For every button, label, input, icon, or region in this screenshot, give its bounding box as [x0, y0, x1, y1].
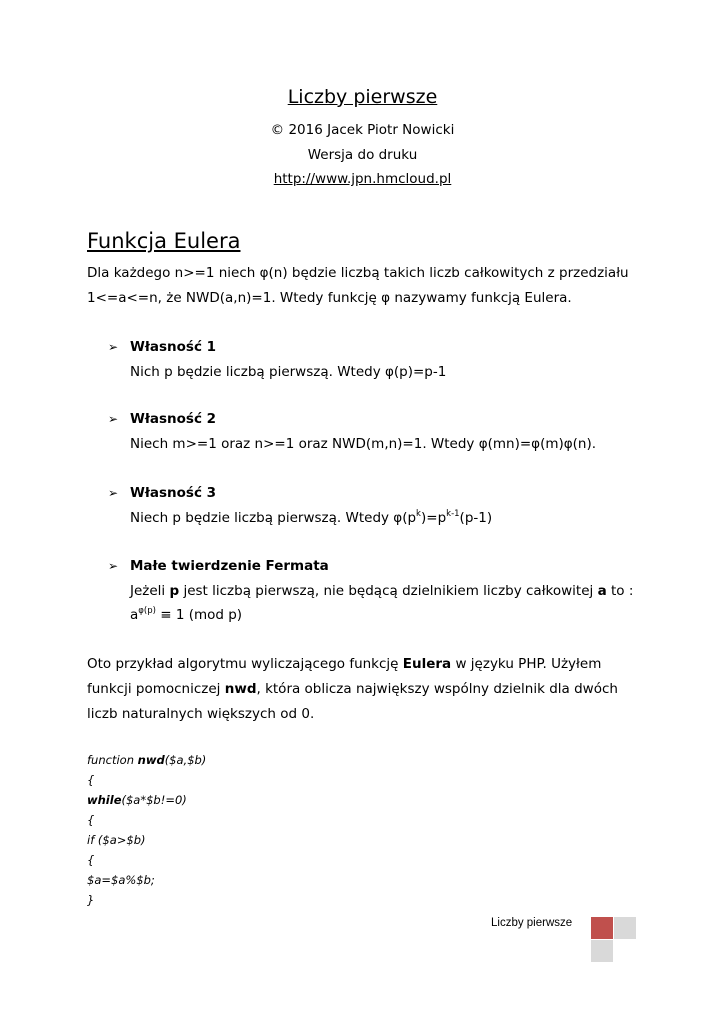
footer-label: Liczby pierwsze [491, 917, 573, 929]
footer-square-red [591, 917, 613, 939]
exponent: φ(p) [138, 606, 156, 616]
intro-line-1: Dla każdego n>=1 niech φ(n) będzie liczbą takich liczb całkowitych z przedziału [87, 265, 629, 281]
property-2-title: Własność 2 [130, 411, 217, 427]
bullet-arrow-icon: ➢ [108, 340, 119, 354]
property-1-title: Własność 1 [130, 339, 217, 355]
code-line-8: } [87, 893, 95, 907]
footer-square-gray [591, 940, 613, 962]
url-line [0, 171, 725, 187]
property-3-text: Niech p będzie liczbą pierwszą. Wtedy $\varphi(p^k)=p^{k-1}(p-1)$ [130, 509, 493, 526]
code-line-7: $a=$a%$b; [87, 873, 155, 887]
paragraph-line-3: liczb naturalnych większych od 0. [87, 706, 315, 722]
intro-line-2: 1<=a<=n, że NWD(a,n)=1. Wtedy funkcję φ nazywamy funkcją Eulera. [87, 290, 572, 306]
property-2-text: Niech m>=1 oraz n>=1 oraz NWD(m,n)=1. Wtedy φ(mn)=φ(m)φ(n). [130, 436, 597, 452]
code-line-1: function nwd($a,$b) [87, 753, 207, 767]
website-link[interactable]: http://www.jpn.hmcloud.pl [273, 171, 452, 187]
bullet-arrow-icon: ➢ [108, 486, 119, 500]
code-line-6: { [87, 853, 95, 867]
code-line-3: while($a*$b!=0) [87, 793, 187, 807]
exponent: k [416, 509, 421, 519]
property-3-title: Własność 3 [130, 485, 217, 501]
bullet-arrow-icon: ➢ [108, 559, 119, 573]
code-line-2: { [87, 773, 95, 787]
paragraph-line-1: Oto przykład algorytmu wyliczającego funkcję Eulera w języku PHP. Użyłem [87, 656, 602, 672]
bullet-arrow-icon: ➢ [108, 412, 119, 426]
fermat-line-2: $a^{\varphi(p)} \equiv 1$ (mod p) [130, 606, 243, 623]
exponent: k-1 [446, 509, 460, 519]
fermat-title: Małe twierdzenie Fermata [130, 558, 329, 574]
property-1-text: Nich p będzie liczbą pierwszą. Wtedy φ(p)=p-1 [130, 364, 447, 380]
paragraph-line-2: funkcji pomocniczej nwd, która oblicza największy wspólny dzielnik dla dwóch [87, 681, 618, 697]
footer-square-gray [614, 917, 636, 939]
code-line-5: if ($a>$b) [87, 833, 146, 847]
section-heading: Funkcja Eulera [87, 229, 241, 253]
version-line: Wersja do druku [307, 147, 418, 163]
code-line-4: { [87, 813, 95, 827]
copyright-line: © 2016 Jacek Piotr Nowicki [270, 122, 455, 138]
fermat-line-1: Jeżeli p jest liczbą pierwszą, nie będącą dzielnikiem liczby całkowitej a to : [130, 583, 634, 599]
document-title: Liczby pierwsze [287, 86, 438, 108]
